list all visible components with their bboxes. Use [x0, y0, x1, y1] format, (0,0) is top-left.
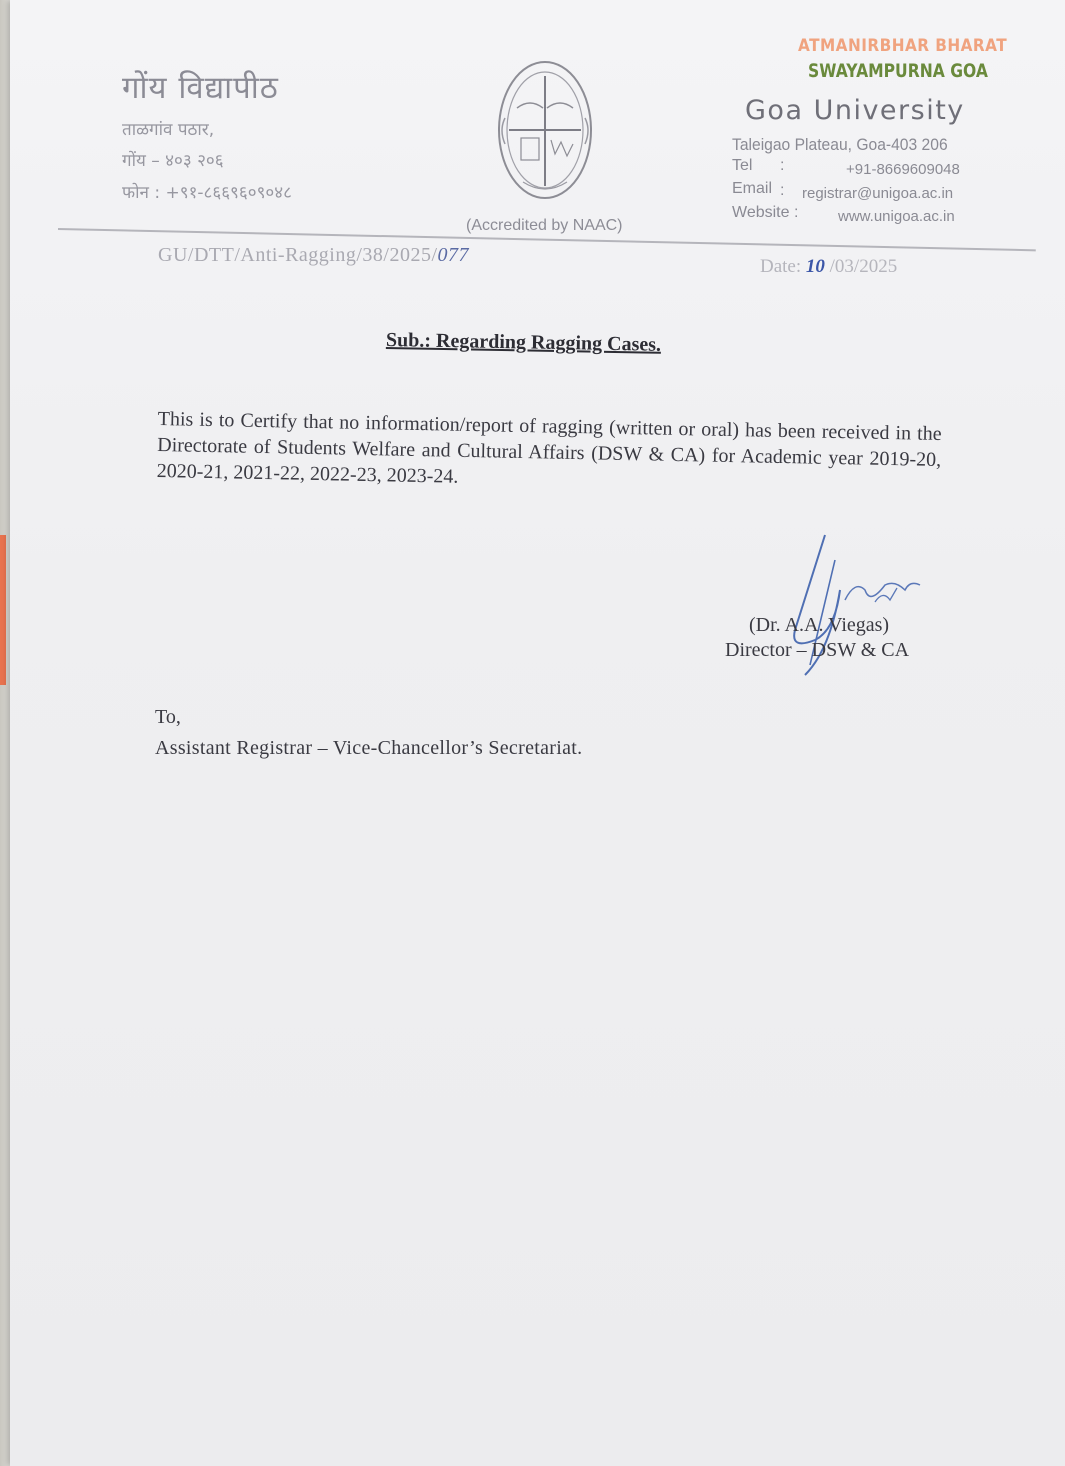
- reference-number: [158, 244, 469, 267]
- date-rest: /03/2025: [829, 256, 898, 277]
- email-separator: :: [780, 182, 785, 199]
- letter-date: [760, 256, 897, 278]
- tel-value: +91-8669609048: [846, 161, 960, 178]
- background-orange-object: [0, 535, 6, 685]
- certificate-body: This is to Certify that no information/report of ragging (written or oral) has been received in the Directorate of Students Welfare and Cultural Affairs (DSW & CA) for Academic year 2019-20, 2020-21, 2021-22, 2022-23, 2023-24.: [156, 407, 942, 488]
- signatory-role: Director – DSW & CA: [725, 639, 910, 661]
- swayampurna-tagline: SWAYAMPURNA GOA: [808, 60, 988, 82]
- atmanirbhar-tagline: ATMANIRBHAR BHARAT: [798, 36, 1008, 56]
- reference-printed: GU/DTT/Anti-Ragging/38/2025/: [158, 244, 438, 266]
- marathi-university-name: गोंय विद्यापीठ: [122, 70, 279, 106]
- marathi-address-line-1: ताळगांव पठार,: [122, 120, 215, 140]
- recipient-to-label: To,: [155, 706, 181, 728]
- letter-subject: Sub.: Regarding Ragging Cases.: [385, 329, 662, 356]
- website-value: www.unigoa.ac.in: [838, 208, 955, 225]
- website-label: Website :: [732, 204, 799, 221]
- tel-separator: :: [780, 157, 785, 174]
- university-seal-icon: [495, 58, 595, 203]
- reference-handwritten-number: 077: [437, 244, 470, 266]
- marathi-phone: फोन : +९१-८६६९६०९०४८: [122, 183, 292, 203]
- date-label: Date:: [760, 256, 802, 277]
- naac-accreditation: (Accredited by NAAC): [466, 217, 623, 234]
- tel-label: Tel: [732, 157, 753, 174]
- recipient-address: Assistant Registrar – Vice-Chancellor’s Secretariat.: [155, 737, 583, 759]
- signatory-name: (Dr. A.A. Viegas): [749, 614, 890, 636]
- email-label: Email: [732, 180, 773, 197]
- letter-page: [10, 0, 1065, 1466]
- university-address: Taleigao Plateau, Goa-403 206: [732, 135, 948, 154]
- marathi-address-line-2: गोंय – ४०३ २०६: [122, 151, 224, 171]
- email-value: registrar@unigoa.ac.in: [802, 185, 954, 202]
- date-handwritten-day: 10: [805, 256, 825, 277]
- university-name: Goa University: [745, 95, 965, 126]
